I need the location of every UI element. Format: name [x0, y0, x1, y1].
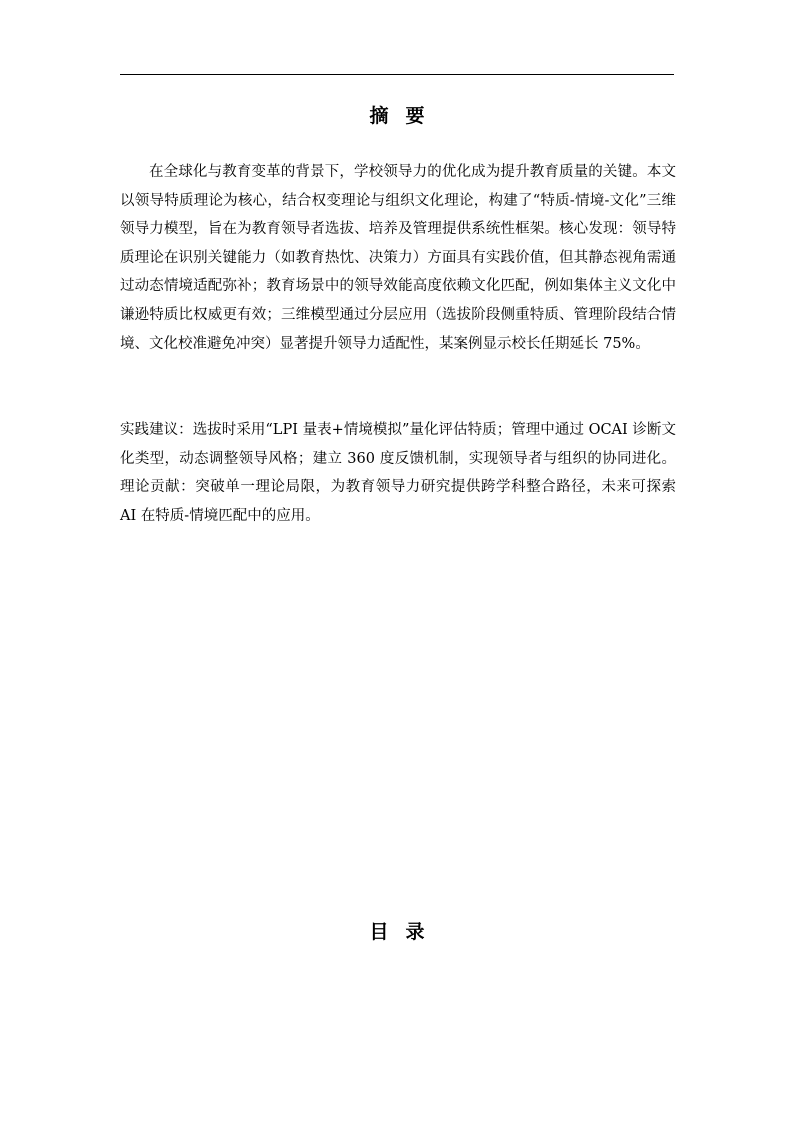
abstract-body-2: [120, 416, 676, 530]
toc-title: 目录: [369, 921, 442, 943]
header-rule: [120, 74, 674, 75]
abstract-paragraph-1: 在全球化与教育变革的背景下，学校领导力的优化成为提升教育质量的关键。本文以领导特质理论为核心，结合权变理论与组织文化理论，构建了“特质-情境-文化”三维领导力模型，旨在为教育领导者选拔、培养及管理提供系统性框架。核心发现：领导特质理论在识别关键能力（如教育热忱、决策力）方面具有实践价值，但其静态视角需通过动态情境适配弥补；教育场景中的领导效能高度依赖文化匹配，例如集体主义文化中谦逊特质比权威更有效；三维模型通过分层应用（选拔阶段侧重特质、管理阶段结合情境、文化校准避免冲突）显著提升领导力适配性，某案例显示校长任期延长 75%。: [120, 164, 676, 352]
abstract-paragraph-2: 实践建议：选拔时采用“LPI 量表+情境模拟”量化评估特质；管理中通过 OCAI 诊断文化类型，动态调整领导风格；建立 360 度反馈机制，实现领导者与组织的协同进化。理论贡献：突破单一理论局限，为教育领导力研究提供跨学科整合路径，未来可探索 AI 在特质-情境匹配中的应用。: [120, 422, 676, 524]
abstract-body: [120, 158, 676, 358]
abstract-title: 摘要: [369, 105, 442, 127]
